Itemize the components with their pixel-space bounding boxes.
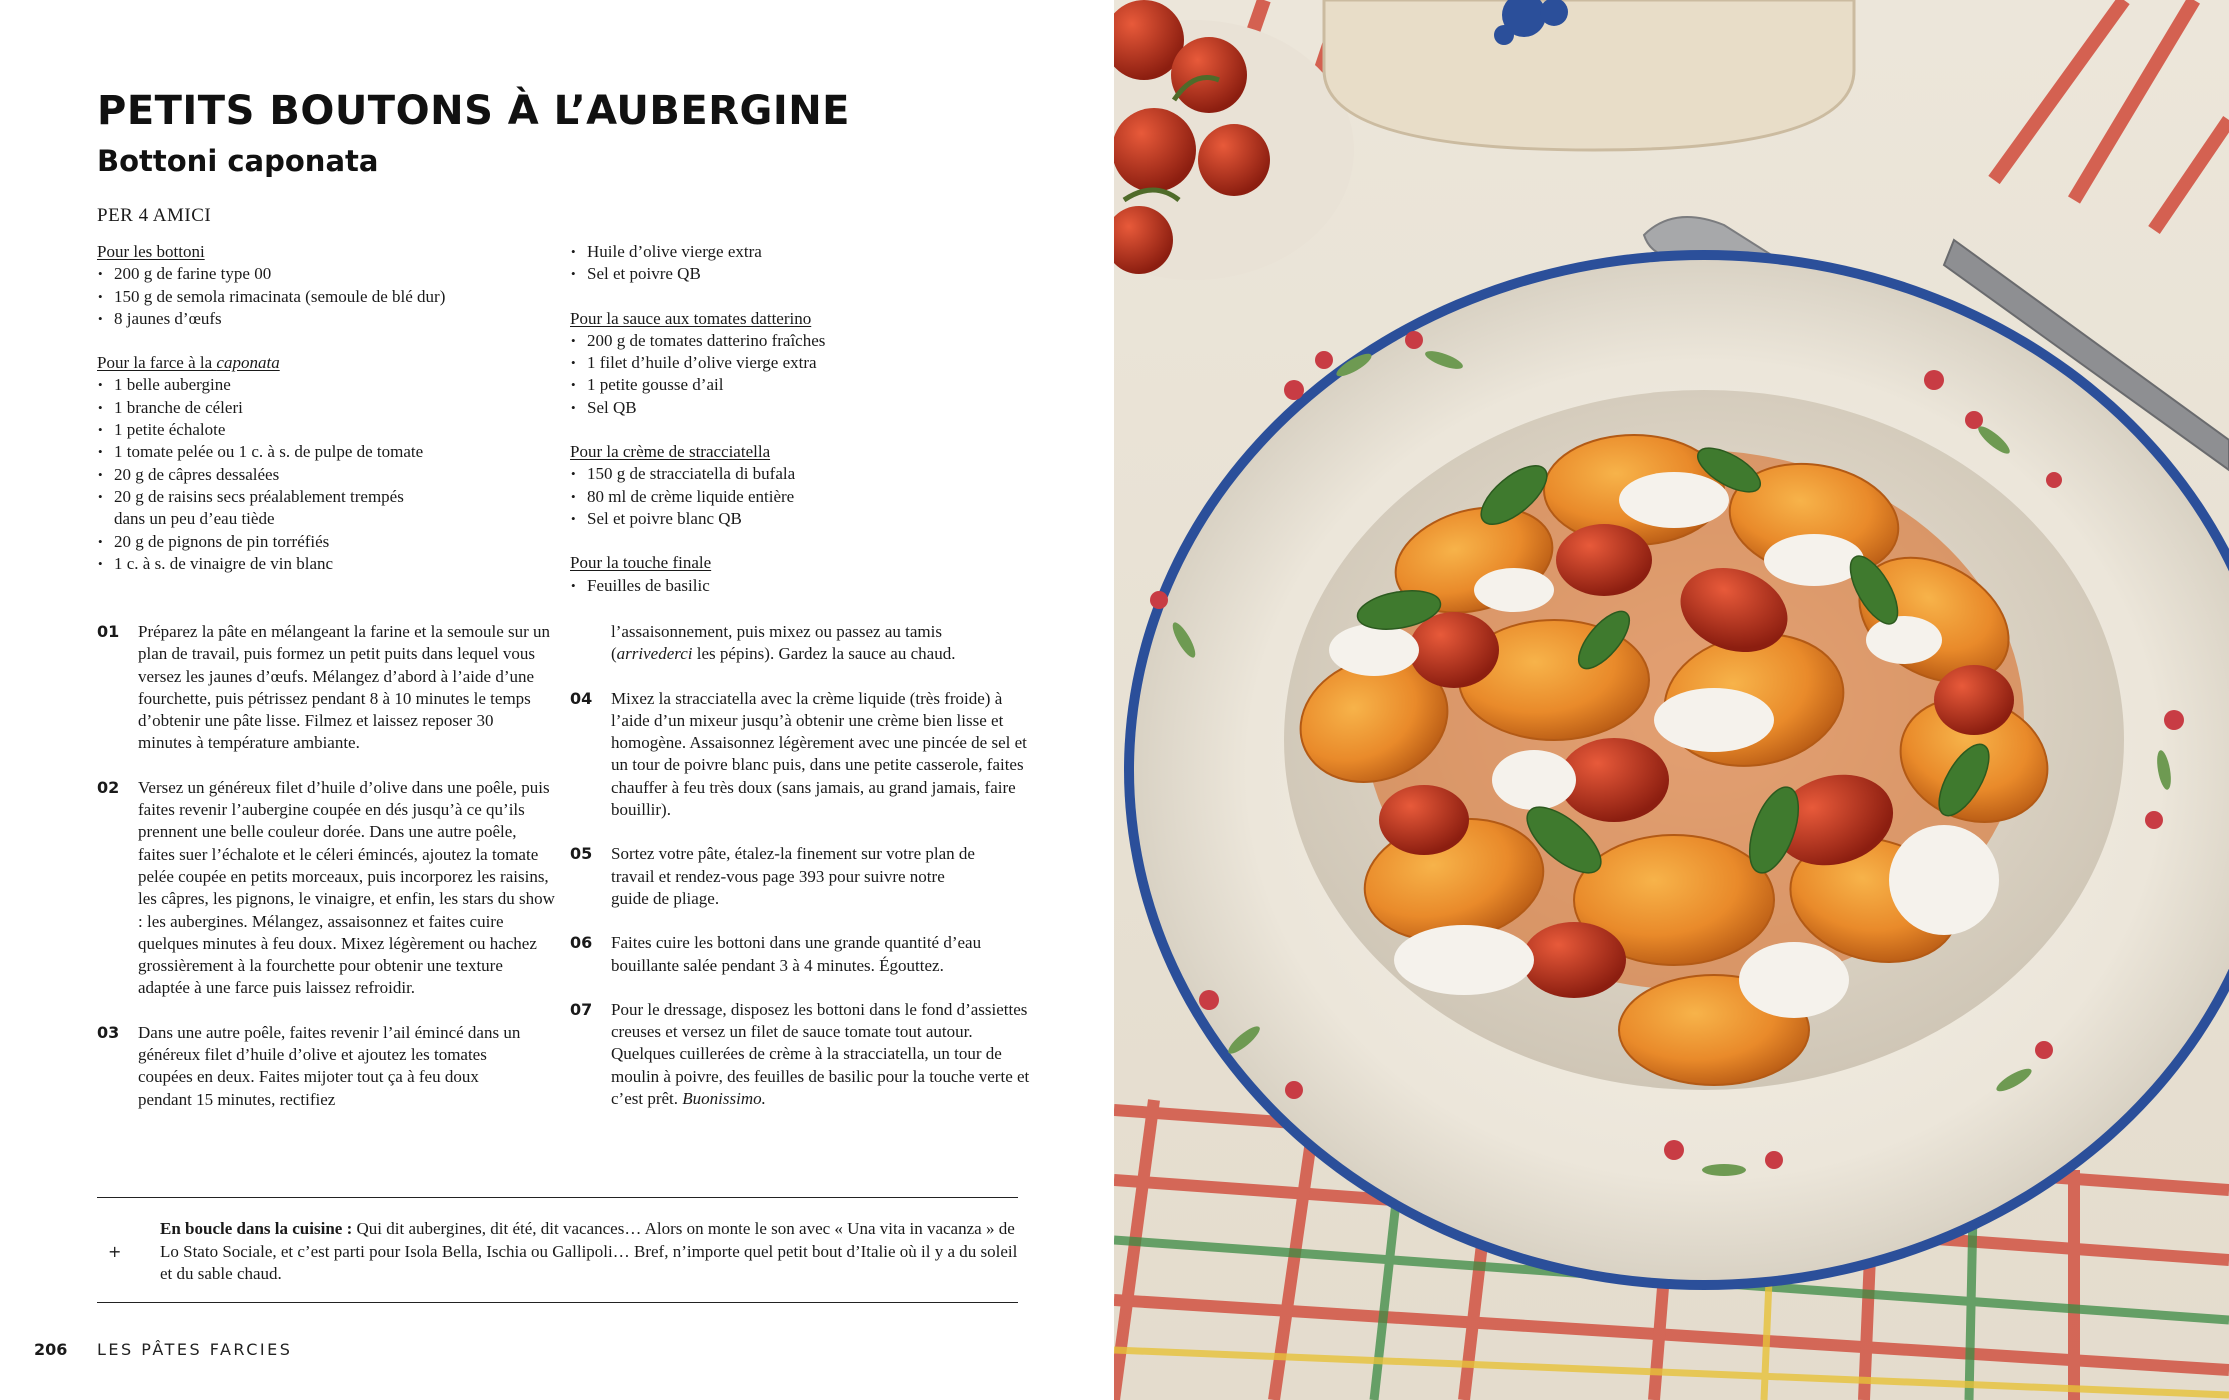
- tip-label: En boucle dans la cuisine :: [160, 1219, 353, 1238]
- ingredient-item: • 200 g de farine type 00: [97, 263, 557, 285]
- step-number: 06: [570, 933, 593, 953]
- step-07: [570, 999, 1030, 1110]
- ingredient-item: • 20 g de raisins secs préalablement trempés dans un peu d’eau tiède: [97, 486, 557, 531]
- ingredient-item: • 1 tomate pelée ou 1 c. à s. de pulpe de tomate: [97, 441, 557, 463]
- step-text: Préparez la pâte en mélangeant la farine et la semoule sur un plan de travail, puis formez un petit puits dans lequel vous versez les jaunes d’œufs. Mélangez d’abord à l’aide d’une fourchette, puis pétrissez pendant 8 à 10 minutes le temps d’obtenir une pâte lisse. Filmez et laissez reposer 30 minutes à température ambiante.: [138, 622, 551, 753]
- ingredient-group-continued: [570, 241, 1030, 286]
- tip-rule-top: [97, 1197, 1018, 1198]
- ingredient-item: • 150 g de stracciatella di bufala: [570, 463, 1030, 485]
- ingredient-item: • 1 c. à s. de vinaigre de vin blanc: [97, 553, 557, 575]
- tip-rule-bottom: [97, 1302, 1018, 1303]
- ingredient-item: • 150 g de semola rimacinata (semoule de blé dur): [97, 286, 557, 308]
- recipe-page: [0, 0, 1114, 1400]
- step-number: 05: [570, 844, 593, 864]
- ingredients-right-column: [570, 241, 1030, 619]
- ingredient-item: • 20 g de pignons de pin torréfiés: [97, 531, 557, 553]
- step-03-continued: [570, 621, 1030, 666]
- step-text: Versez un généreux filet d’huile d’olive dans une poêle, puis faites revenir l’aubergine coupée en dés jusqu’à ce qu’ils prennent une belle couleur dorée. Dans une autre poêle, faites suer l’échalote et le céleri émincés, ajoutez la tomate pelée coupée en petits morceaux, puis incorporez les raisins, les câpres, les pignons, le vinaigre, et enfin, les stars du show : les aubergines. Mélangez, assaisonnez et faites cuire quelques minutes à feu doux. Mixez légèrement ou hachez grossièrement à la fourchette pour obtenir une texture adaptée à une farce puis laissez refroidir.: [138, 777, 555, 998]
- ingredient-group-title: Pour la farce à la caponata: [97, 353, 280, 373]
- steps-left-column: [97, 621, 557, 1133]
- ingredient-item: • 8 jaunes d’œufs: [97, 308, 557, 330]
- ingredient-item: • 200 g de tomates datterino fraîches: [570, 330, 1030, 352]
- step-number: 03: [97, 1022, 120, 1042]
- ingredient-item: • Feuilles de basilic: [570, 575, 1030, 597]
- ingredient-item: • 80 ml de crème liquide entière: [570, 486, 1030, 508]
- dish-photo: [1114, 0, 2229, 1400]
- ingredient-item: • 20 g de câpres dessalées: [97, 464, 557, 486]
- ingredient-item: • 1 petite échalote: [97, 419, 557, 441]
- ingredient-item: • 1 petite gousse d’ail: [570, 374, 1030, 396]
- step-text: l’assaisonnement, puis mixez ou passez au tamis (arrivederci les pépins). Gardez la sauce au chaud.: [611, 622, 956, 664]
- ingredient-group-title: Pour la sauce aux tomates datterino: [570, 308, 812, 328]
- steps-right-column: [570, 621, 1030, 1132]
- ingredient-item: • Sel et poivre blanc QB: [570, 508, 1030, 530]
- recipe-subtitle: Bottoni caponata: [97, 144, 379, 178]
- ingredient-item: • Sel QB: [570, 397, 1030, 419]
- step-number: 07: [570, 999, 593, 1019]
- ingredient-group-title: Pour les bottoni: [97, 242, 205, 261]
- servings: PER 4 AMICI: [97, 205, 212, 226]
- step-01: [97, 621, 557, 755]
- step-text: Sortez votre pâte, étalez-la finement sur votre plan de travail et rendez-vous page 393 pour suivre notre guide de pliage.: [611, 844, 975, 908]
- step-text: Dans une autre poêle, faites revenir l’ail émincé dans un généreux filet d’huile d’olive et ajoutez les tomates coupées en deux. Faites mijoter tout ça à feu doux pendant 15 minutes, rectifiez: [138, 1022, 521, 1109]
- ingredient-group-farce: [97, 352, 557, 575]
- ingredient-item: • 1 branche de céleri: [97, 397, 557, 419]
- tip-box: [160, 1218, 1020, 1286]
- running-footer: LES PÂTES FARCIES: [97, 1340, 293, 1359]
- step-05: [570, 843, 1030, 910]
- step-text-italic: Buonissimo.: [682, 1089, 766, 1109]
- ingredient-group-title: Pour la touche finale: [570, 553, 712, 573]
- step-text: Mixez la stracciatella avec la crème liquide (très froide) à l’aide d’un mixeur jusqu’à obtenir une crème bien lisse et homogène. Assaisonnez légèrement avec une pincée de sel et un tour de poivre blanc puis, dans une petite casserole, faites chauffer à feu très doux (sans jamais, au grand jamais, faire bouillir).: [611, 688, 1027, 820]
- step-06: [570, 932, 1030, 977]
- ingredient-item: • 1 filet d’huile d’olive vierge extra: [570, 352, 1030, 374]
- ceramic-pot: [1324, 0, 1854, 150]
- tip-text: Qui dit aubergines, dit été, dit vacances… Alors on monte le son avec « Una vita in vacanza » de Lo Stato Sociale, et c’est parti pour Isola Bella, Ischia ou Gallipoli… Bref, n’importe quel petit bout d’Italie où il y a du soleil et du sable chaud.: [160, 1219, 1018, 1283]
- ingredient-item: • 1 belle aubergine: [97, 374, 557, 396]
- ingredient-item: • Huile d’olive vierge extra: [570, 241, 1030, 263]
- ingredients-left-column: [97, 241, 557, 597]
- recipe-title: PETITS BOUTONS À L’AUBERGINE: [97, 88, 851, 134]
- ingredient-group-finale: [570, 552, 1030, 597]
- ingredient-group-bottoni: [97, 241, 557, 330]
- step-02: [97, 777, 557, 1000]
- step-number: 01: [97, 622, 120, 641]
- step-number: 02: [97, 777, 120, 797]
- step-03: [97, 1022, 557, 1111]
- step-text: Pour le dressage, disposez les bottoni dans le fond d’assiettes creuses et versez un filet de sauce tomate tout autour. Quelques cuillerées de crème à la stracciatella, un tour de moulin à poivre, des feuilles de basilic pour la touche verte et c’est prêt.: [611, 999, 1030, 1109]
- plus-icon: +: [108, 1242, 122, 1261]
- ingredient-item: • Sel et poivre QB: [570, 263, 1030, 285]
- step-number: 04: [570, 688, 593, 708]
- step-text: Faites cuire les bottoni dans une grande quantité d’eau bouillante salée pendant 3 à 4 minutes. Égouttez.: [611, 933, 982, 975]
- step-04: [570, 688, 1030, 822]
- page-number: 206: [34, 1340, 68, 1359]
- ingredient-group-sauce: [570, 308, 1030, 419]
- ingredient-group-title: Pour la crème de stracciatella: [570, 442, 771, 462]
- ingredient-group-creme: [570, 441, 1030, 530]
